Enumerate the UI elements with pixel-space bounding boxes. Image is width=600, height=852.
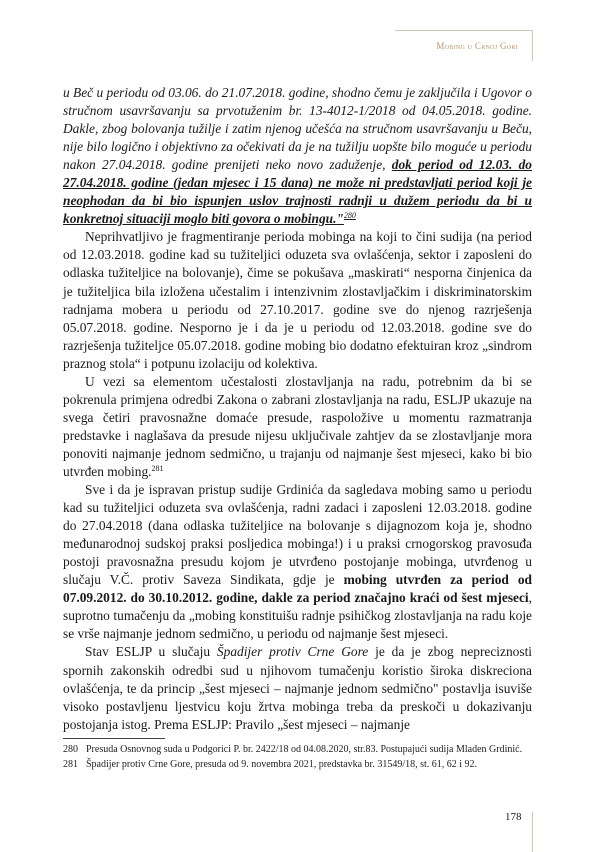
quoted-excerpt (63, 84, 532, 228)
quote-emphasized-text: dok period od 12.03. do 27.04.2018. godine (jedan mjesec i 15 dana) ne može ni predstavljati period koji je neophodan da bi bio ispunjen uslov trajnosti radnji u dužem periodu da bi u konkretnoj situaciji moglo biti govora o mobingu." (63, 157, 533, 227)
footnote-text: Presuda Osnovnog suda u Podgorici P. br. 2422/18 od 04.08.2020, str.83. Postupajući sudija Mladen Grdinić. (86, 744, 523, 755)
paragraph-fragmentation: Neprihvatljivo je fragmentiranje perioda mobinga na koji to čini sudija (na period od 12.03.2018. godine kad su tužiteljici oduzeta sva ovlašćenja, sektor i zaposleni do odlaska tužiteljice na bolovanje), čime se pokušava „maskirati“ nesporna činjenica da je tužiteljica bila izložena učestalim i intenzivnim zlostavljačkim i diskriminatorskim radnjama mobera u periodu od 27.10.2017. godine sve do njenog razrješenja 05.07.2018. godine. Nesporno je i da je u periodu od 12.03.2018. godine sve do razrješenja tužiteljce 05.07.2018. godine mobing bio dodatno efektuiran kroz „sindrom praznog stola“ i potpunu izolaciju od kolektiva. (63, 229, 532, 371)
running-header-title: Mobing u Crnoj Gori (436, 41, 518, 51)
footnote-ref-281[interactable]: 281 (151, 463, 164, 473)
footnote-number: 280 (63, 744, 78, 755)
case-name-spadijer: Špadijer protiv Crne Gore (216, 644, 369, 660)
footnote-ref-280[interactable]: 280 (343, 211, 356, 221)
paragraph-grdinic-text-start: Sve i da je ispravan pristup sudije Grdinića da sagledava mobing samo u periodu kad su tužiteljici oduzeta sva ovlašćenja, radni zadaci i zaposleni 12.03.2018. godine do 27.04.2018 (dana odlaska tužiteljice na bolovanje s dijagnozom koja je, shodno međunarodnoj sudskoj praksi posljedica mobinga!) i u praksi crnogorskog pravosuđa postoji pravosnažna presudu kojom je utvrđeno postojanje mobinga, utvrđenog u slučaju V.Č. protiv Saveza Sindikata, gdje je (63, 482, 532, 588)
paragraph-frequency (63, 373, 532, 481)
paragraph-grdinic-approach (63, 481, 532, 643)
running-header (395, 30, 533, 61)
footnote-divider (63, 738, 165, 739)
page-number: 178 (505, 811, 522, 823)
page-body (63, 84, 532, 734)
paragraph-grdinic-bold: mobing utvrđen za period od 07.09.2012. do 30.10.2012. godine, dakle za period značajno kraći od šest mjeseci (63, 572, 532, 606)
paragraph-eslj-text-end: je da je zbog nepreciznosti spornih zakonskih odredbi sud u njihovom tumačenju koristio široka diskreciona ovlašćenja, te da princip „šest mjeseci – najmanje jednom sedmično" postavlja isuviše visoko postavljenu ljestvicu koju žrtva mobinga treba da preskoči u dokazivanju postojanja istog. Prema ESLJP: Pravilo „šest mjeseci – najmanje (63, 644, 533, 732)
footnote-281 (63, 758, 532, 771)
paragraph-grdinic-text-end: , suprotno tumačenju da „mobing konstituišu radnje psihičkog zlostavljanja na radu koje se vrše najmanje jednom sedmično, u periodu od najmanje šest mjeseci. (63, 590, 532, 642)
paragraph-frequency-text: U vezi sa elementom učestalosti zlostavljanja na radu, potrebnim da bi se pokrenula primjena odredbi Zakona o zabrani zlostavljanja na radu, ESLJP ukazuje na svega četiri pravosnažne domaće presude, raspoložive u momentu razmatranja predstavke i naglašava da presude nijesu uključivale zahtjev da se zlostavljanje mora ponoviti najmanje jednom sedmično, u trajanju od najmanje šest mjeseci, kako bi bio utvrđen mobing. (63, 373, 532, 479)
footnotes (63, 743, 532, 773)
footnote-text: Špadijer protiv Crne Gore, presuda od 9. novembra 2021, predstavka br. 31549/18, st. 61, 62 i 92. (86, 759, 478, 770)
footnote-number: 281 (63, 759, 78, 770)
paragraph-eslj-text-start: Stav ESLJP u slučaju (85, 644, 217, 660)
paragraph-eslj-position (63, 643, 532, 733)
quote-plain-text: u Beč u periodu od 03.06. do 21.07.2018. godine, shodno čemu je zaključila i Ugovor o stručnom usavršavanju sa prvotuženim br. 13-4012-1/2018 od 04.05.2018. godine. Dakle, zbog bolovanja tužilje i zatim njenog učešća na stručnom usavršavanju u Beču, nije bilo logično i objektivno za očekivati da je na tužilju uopšte bilo moguće u periodu nakon 27.04.2018. godine prenijeti neko novo zaduženje, (63, 85, 532, 173)
page-number-rule (532, 812, 533, 852)
footnote-280 (63, 743, 532, 756)
